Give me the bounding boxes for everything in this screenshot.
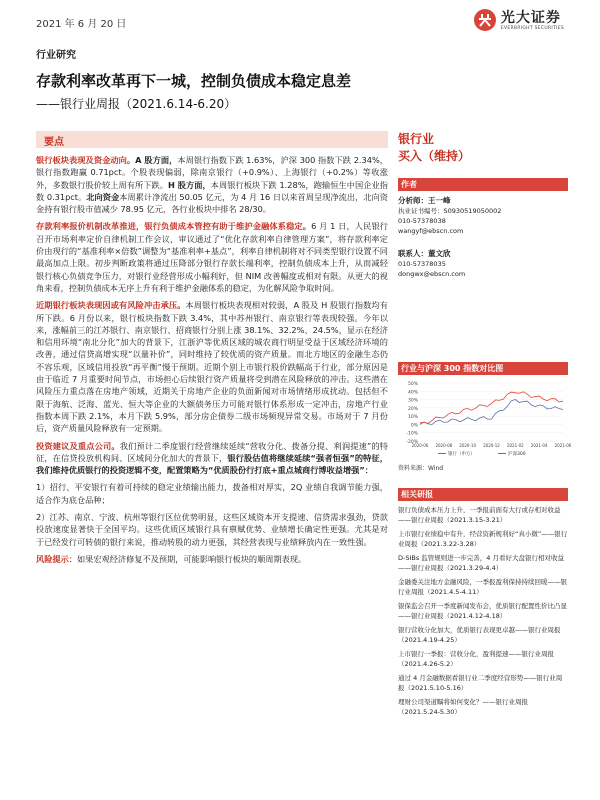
report-date: 2021 年 6 月 20 日 xyxy=(36,19,127,30)
chart-container xyxy=(398,362,572,472)
index-comparison-chart xyxy=(398,375,572,459)
logo xyxy=(473,8,564,32)
research-list xyxy=(398,506,568,717)
y-tick-label: 20% xyxy=(407,406,418,412)
para-sector-performance: 银行板块表现及资金动向。A 股方面，本周银行指数下跌 1.63%，沪深 300 指数下跌 2.34%，银行指数跑赢 0.71pct。个股表现偏弱，除南京银行（+0.9%）、上海银行（+0.2%）等收涨外，多数银行股价较上周有所下跌。H 股方面，本周银行板块下跌 1.28%，跑输恒生中国企业指数 0.31pct。北向资金本周累计净流出 50.05 亿元，为 4 月 16 日以来首周呈现净流出，北向资金持有银行股市值减少 78.95 亿元，各行业板块中排名 28/30。 xyxy=(36,155,388,215)
sidebar xyxy=(398,134,568,279)
report-title: 存款利率改革再下一城，控制负债成本稳定息差 xyxy=(36,72,352,90)
y-tick-label: -10% xyxy=(406,431,418,437)
x-tick-label: 2021-04 xyxy=(530,443,548,448)
report-subtitle: ——银行业周报（2021.6.14-6.20） xyxy=(36,97,237,111)
y-tick-label: 30% xyxy=(407,398,418,404)
research-item[interactable]: D-SIBs 监管规则进一步完善，4 月看好大盘银行相对收益——银行业周报（2021.3.29-4.4） xyxy=(398,554,565,572)
research-item[interactable]: 银行营收分化加大，优质银行表现更卓越——银行业周报（2021.4.19-4.25） xyxy=(398,626,561,644)
x-tick-label: 2021-06 xyxy=(554,443,572,448)
y-tick-label: 0% xyxy=(410,423,418,429)
y-tick-label: -20% xyxy=(406,440,418,445)
key-points-bar xyxy=(36,131,388,148)
y-tick-label: 50% xyxy=(407,382,418,387)
chart-title-bar: 行业与沪深 300 指数对比图 xyxy=(398,362,568,375)
x-tick-label: 2020-06 xyxy=(411,443,429,448)
main-content xyxy=(36,154,388,570)
analyst-1: 分析师：王一峰 执业证书编号：S0930519050002 010-57378038 wangyf@ebscn.com xyxy=(398,196,502,235)
chart-source: 资料来源：Wind xyxy=(398,465,444,472)
para-investment: 投资建议及重点公司。我们预计二季度银行经营继续延续“营收分化、拨备分提、利润提速”的特征，在信贷投放机构间、区域间分化加大的背景下，银行股估值将继续延续“强者恒强”的特征，我们维持优质银行的投资逻辑不变，配置策略为“优质股份行打底+重点城商行博收益增强”： xyxy=(36,440,388,476)
para-deposit-reform: 存款利率报价机制改革推进，银行负债成本管控有助于维护金融体系稳定。6 月 1 日，人民银行召开市场利率定价自律机制工作会议，审议通过了“优化存款利率自律管理方案”，将存款利率定价由现行的“基准利率×倍数”调整为“基准利率+基点”，利率自律机制将对不同类型银行设置不同最高加点上限。初步判断政策将通过压降部分银行存款长端利率，控制负债成本上升，从而减轻银行核心负债竞争压力，对银行业经营形成小幅利好，但 NIM 改善幅度或相对有限。从更大的视角来看，控制负债成本无序上升有利于维护金融体系的稳定，为化解风险争取时间。 xyxy=(36,221,388,293)
research-item[interactable]: 金融委关注地方金融风险，一季报盈利保持持续回暖——银行业周报（2021.4.5-4.11） xyxy=(398,578,567,596)
rating-label: 买入（维持） xyxy=(398,149,471,163)
x-tick-label: 2021-02 xyxy=(506,443,524,448)
author-bar: 作者 xyxy=(398,178,568,191)
legend-label: 沪深300 xyxy=(508,452,526,457)
research-bar: 相关研报 xyxy=(398,488,568,501)
research-item[interactable]: 上市银行业绩稳中有升，经营资新规利好“真小微”——银行业周报（2021.3.22-3.28） xyxy=(398,530,568,548)
research-item[interactable]: 银行负债成本压力上升，一季报前面有大行或存相对收益——银行业周报（2021.3.15-3.21） xyxy=(398,506,561,524)
related-research xyxy=(398,488,568,717)
y-tick-label: 10% xyxy=(407,415,418,421)
para-investment-item-1: 1）招行、平安银行有着可持续的稳定业绩输出能力，拨备相对厚实，2Q 业绩自我调节能力强，适合作为底仓品种； xyxy=(36,482,388,505)
industry-label: 银行业 xyxy=(398,132,435,146)
research-item[interactable]: 上市银行一季报：营收分化，盈利提速——银行业周报（2021.4.26-5.2） xyxy=(398,650,554,668)
logo-name-en: EVERBRIGHT SECURITIES xyxy=(500,25,564,31)
analyst-2: 联系人：董文欣 010-57378035 dongwx@ebscn.com xyxy=(398,249,466,278)
y-tick-label: 40% xyxy=(407,390,418,396)
research-item[interactable]: 通过 4 月金融数据看银行业二季度经营形势——银行业周报（2021.5.10-5.16） xyxy=(398,674,563,692)
research-item[interactable]: 理财公司渠道瞩将如何变化？——银行业周报（2021.5.24-5.30） xyxy=(398,698,528,716)
everbright-logo-icon xyxy=(473,8,497,32)
x-tick-label: 2020-12 xyxy=(483,443,500,448)
x-tick-label: 2020-10 xyxy=(459,443,477,448)
research-item[interactable]: 银保监会召开一季度新闻发布会，优质银行配置性价比凸显——银行业周报（2021.4.12-4.18） xyxy=(398,602,567,620)
section-label: 行业研究 xyxy=(36,50,76,61)
key-points-label: 要点 xyxy=(44,137,64,148)
para-risk: 风险提示：如果宏观经济修复不及预期，可能影响银行板块的顺周期表现。 xyxy=(36,553,307,564)
logo-name: 光大证券 xyxy=(500,9,561,26)
para-investment-item-2: 2）江苏、南京、宁波、杭州等银行区位优势明显，这些区域资本开支提速、信贷需求强劲，贷款投放速度显著快于全国平均。这些优质区域银行具有禀赋优势、业绩增长确定性更强。尤其是对于已经发行可转债的银行来说，推动转股的动力更强，其经营表现与业绩释放内在一致性强。 xyxy=(36,512,388,547)
x-tick-label: 2020-08 xyxy=(435,443,453,448)
para-recent-risk: 近期银行板块表现因或有风险冲击承压。本周银行板块表现相对较弱，A 股及 H 股银行指数均有所下跌。6 月份以来，银行板块指数下跌 3.4%，其中苏州银行、南京银行等表现较强。今年以来，涨幅前三的江苏银行、南京银行、招商银行分别上涨 38.1%、32.2%、24.5%，显示在经济和信用环境“南北分化”加大的背景下，江浙沪等优质区域的城农商行明显受益于区域经济环境的改善，通过信贷高增实现“以量补价”，同时维持了较优质的资产质量。而北方地区的金融生态仍不容乐观，区域信用投放“再平衡”慢于预期。近期个别上市银行股价跌幅高于行业，部分原因是由于临近 7 月重要时间节点，市场担心后续银行资产质量将受到潜在风险释放的冲击。这些潜在风险压力重点落在房地产领域，近期关于房地产企业的负面新闻对市场情绪形成扰动。包括但不限于海航、泛海、蓝光、恒大等企业的大额债务压力可能对银行体系形成一定冲击，房地产行业指数本周下跌 2.1%，本月下跌 5.9%，部分房企债券二级市场频现异常交易。市场对于 7 月份后，资产质量风险释放有一定预期。 xyxy=(36,300,388,434)
legend-label: 银行（申万） xyxy=(448,452,475,457)
